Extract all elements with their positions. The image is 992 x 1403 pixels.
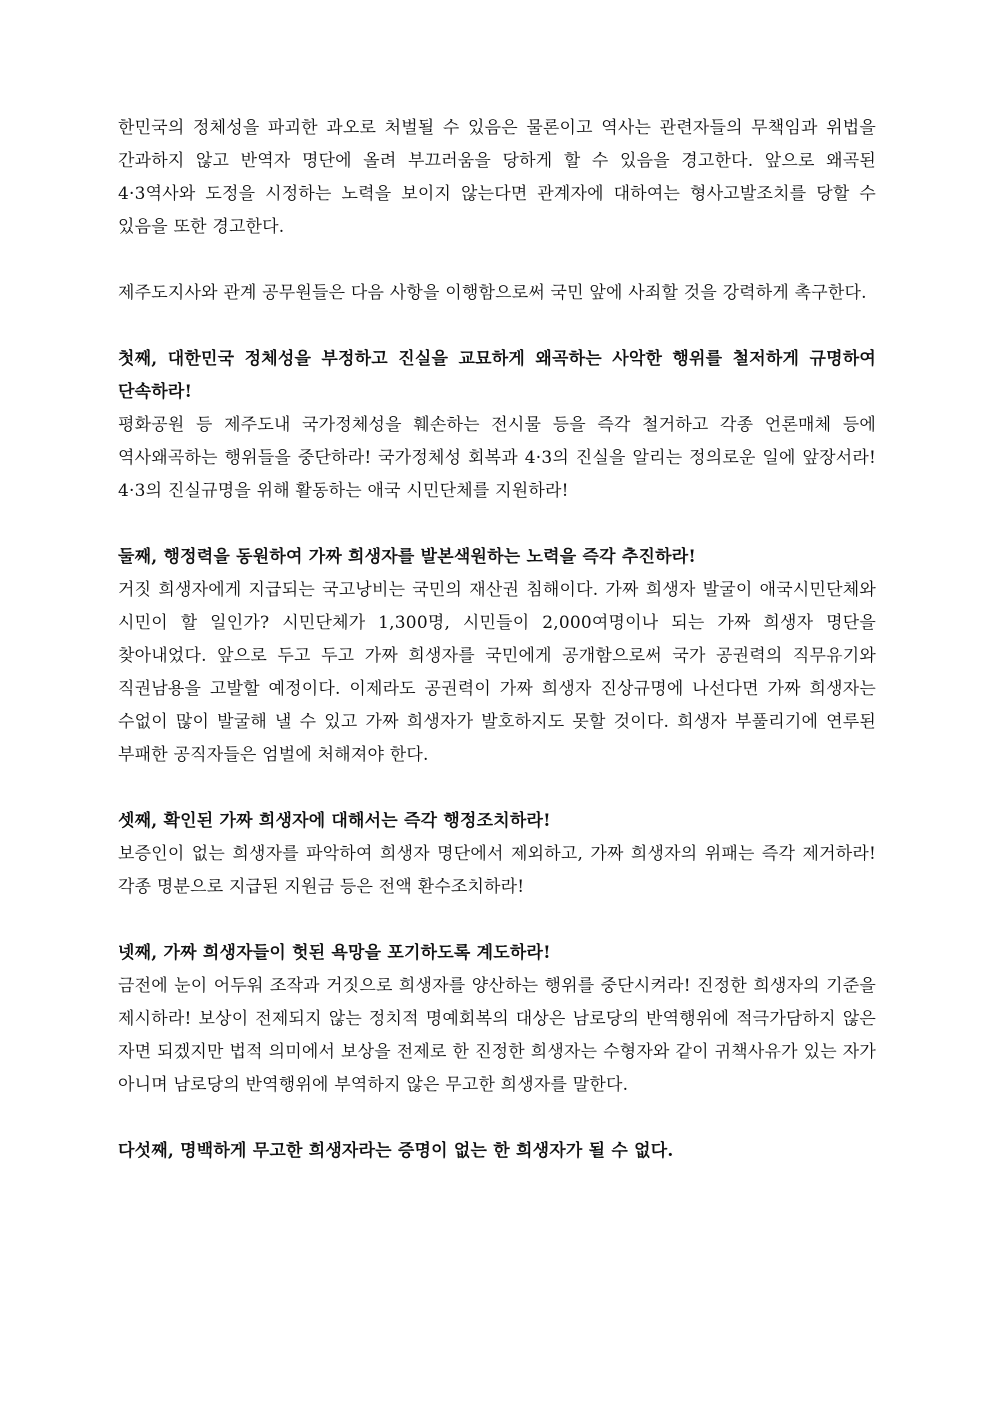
demand-body-2: 거짓 희생자에게 지급되는 국고낭비는 국민의 재산권 침해이다. 가짜 희생자 발굴이 애국시민단체와 시민이 할 일인가? 시민단체가 1,300명, 시민들이 2,000여명이나 되는 가짜 희생자 명단을 찾아내었다. 앞으로 두고 두고 가짜 희생자를 국민에게 공개함으로써 국가 공권력의 직무유기와 직권남용을 고발할 예정이다. 이제라도 공권력이 가짜 희생자 진상규명에 나선다면 가짜 희생자는 수없이 많이 발굴해 낼 수 있고 가짜 희생자가 발호하지도 못할 것이다. 희생자 부풀리기에 연루된 부패한 공직자들은 엄벌에 처해져야 한다. — [118, 580, 876, 765]
demand-body-4: 금전에 눈이 어두워 조작과 거짓으로 희생자를 양산하는 행위를 중단시켜라! 진정한 희생자의 기준을 제시하라! 보상이 전제되지 않는 정치적 명예회복의 대상은 남로당의 반역행위에 적극가담하지 않은 자면 되겠지만 법적 의미에서 보상을 전제로 한 진정한 희생자는 수형자와 같이 귀책사유가 있는 자가 아니며 남로당의 반역행위에 부역하지 않은 무고한 희생자를 말한다. — [118, 976, 876, 1095]
demand-heading-2: 둘째, 행정력을 동원하여 가짜 희생자를 발본색원하는 노력을 즉각 추진하라! — [118, 547, 697, 567]
demand-heading-3: 셋째, 확인된 가짜 희생자에 대해서는 즉각 행정조치하라! — [118, 811, 551, 831]
intro-paragraph-demand: 제주도지사와 관계 공무원들은 다음 사항을 이행함으로써 국민 앞에 사죄할 것을 강력하게 촉구한다. — [118, 283, 867, 303]
paragraph-spacer — [118, 904, 876, 937]
paragraph-spacer — [118, 1102, 876, 1135]
demand-heading-5: 다섯째, 명백하게 무고한 희생자라는 증명이 없는 한 희생자가 될 수 없다. — [118, 1141, 674, 1161]
demand-heading-1: 첫째, 대한민국 정체성을 부정하고 진실을 교묘하게 왜곡하는 사악한 행위를 철저하게 규명하여 단속하라! — [118, 349, 876, 402]
paragraph-spacer — [118, 310, 876, 343]
demand-body-3: 보증인이 없는 희생자를 파악하여 희생자 명단에서 제외하고, 가짜 희생자의 위패는 즉각 제거하라! 각종 명분으로 지급된 지원금 등은 전액 환수조치하라! — [118, 844, 876, 897]
paragraph-spacer — [118, 508, 876, 541]
paragraph-spacer — [118, 772, 876, 805]
intro-paragraph-warning: 한민국의 정체성을 파괴한 과오로 처벌될 수 있음은 물론이고 역사는 관련자들의 무책임과 위법을 간과하지 않고 반역자 명단에 올려 부끄러움을 당하게 할 수 있음을 경고한다. 앞으로 왜곡된 4·3역사와 도정을 시정하는 노력을 보이지 않는다면 관계자에 대하여는 형사고발조치를 당할 수 있음을 또한 경고한다. — [118, 118, 876, 237]
document-page — [118, 112, 876, 1168]
paragraph-spacer — [118, 244, 876, 277]
demand-heading-4: 넷째, 가짜 희생자들이 헛된 욕망을 포기하도록 계도하라! — [118, 943, 551, 963]
demand-body-1: 평화공원 등 제주도내 국가정체성을 훼손하는 전시물 등을 즉각 철거하고 각종 언론매체 등에 역사왜곡하는 행위들을 중단하라! 국가정체성 회복과 4·3의 진실을 알리는 정의로운 일에 앞장서라! 4·3의 진실규명을 위해 활동하는 애국 시민단체를 지원하라! — [118, 415, 876, 501]
